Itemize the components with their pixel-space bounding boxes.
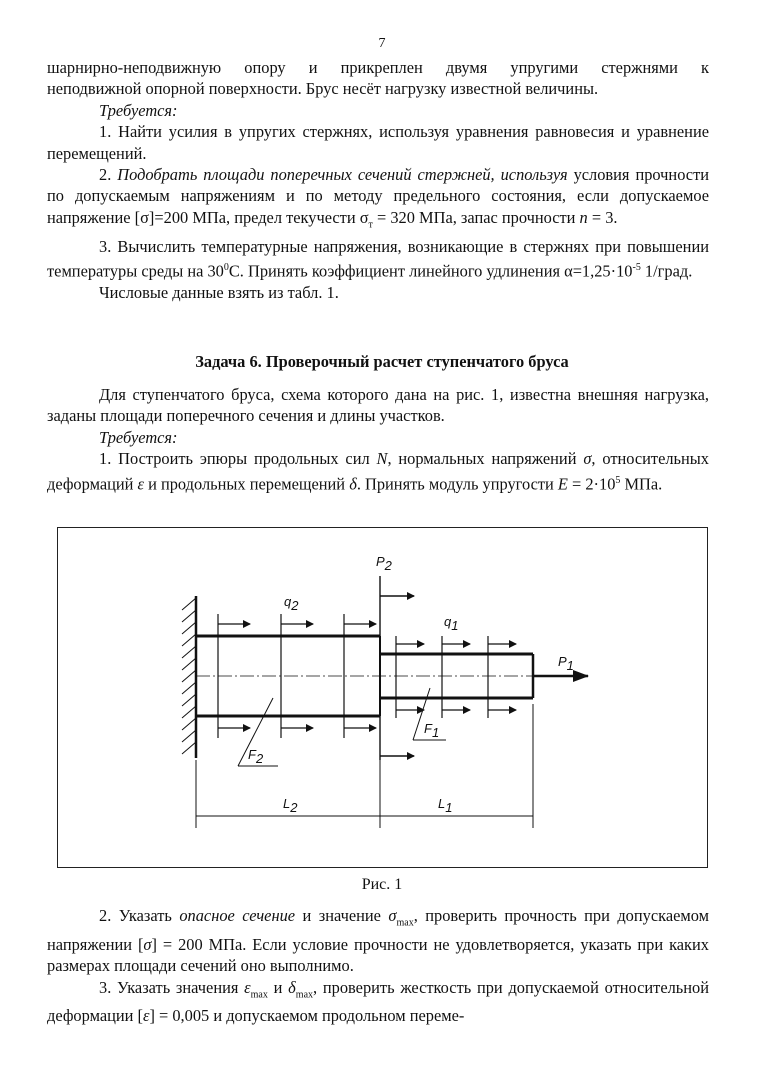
- after-block: [47, 905, 709, 1027]
- intro-item-1: 1. Найти усилия в упругих стержнях, используя уравнения равновесия и уравнение перемещений.: [47, 122, 709, 163]
- intro-block: [47, 57, 709, 303]
- figure-caption: Рис. 1: [361, 876, 403, 893]
- requires-label: Требуется:: [99, 100, 178, 120]
- force-p2: [380, 576, 414, 760]
- label-q2: q2: [284, 594, 299, 613]
- label-p2: P2: [376, 554, 392, 573]
- distributed-load-q1: [396, 636, 516, 718]
- label-l1: L1: [438, 796, 453, 815]
- stepped-bar-diagram: [58, 528, 709, 869]
- after-item-2: 2. Указать опасное сечение и значение $\sigma_{max}$, проверить прочность при допускаемом напряжении [σ] = 200 МПа. Если условие прочности не удовлетворяется, указать при каких размерах площади сечений оно выполнимо.: [47, 906, 709, 976]
- task6-requires-label: Требуется:: [99, 427, 178, 447]
- label-l2: L2: [283, 796, 298, 815]
- task6-item-1: 1. Построить эпюры продольных сил N, нормальных напряжений σ, относительных деформаций ε и продольных перемещений δ. Принять модуль упругости $E = 2\cdot 10^5$ МПа.: [47, 449, 709, 494]
- intro-line-2: неподвижной опорной поверхности. Брус несёт нагрузку известной величины.: [47, 79, 599, 99]
- area-leaders: [238, 688, 446, 766]
- figure-stepped-bar: [57, 527, 708, 868]
- fixed-wall: [182, 596, 196, 758]
- intro-item-3: 3. Вычислить температурные напряжения, возникающие в стержнях при повышении температуры среды на $30^0С$. Принять коэффициент линейного удлинения $\alpha=1,25\cdot 10^{-5}$ 1/град.: [47, 236, 709, 281]
- intro-line-1: шарнирно-неподвижную опору и прикреплен двумя упругими стержнями к: [47, 58, 709, 77]
- task6-paragraph: Для ступенчатого бруса, схема которого дана на рис. 1, известна внешняя нагрузка, заданы площади поперечного сечения и длины участков.: [47, 385, 709, 426]
- after-item-3: 3. Указать значения $\varepsilon_{max}$ и $\delta_{max}$, проверить жесткость при допускаемой относительной деформации [ε] = 0,005 и допускаемом продольном переме-: [47, 977, 710, 1026]
- label-f2: F2: [248, 747, 264, 766]
- label-q1: q1: [444, 614, 459, 633]
- task6-heading: Задача 6. Проверочный расчет ступенчатого бруса: [195, 352, 569, 371]
- label-p1: P1: [558, 654, 574, 673]
- numeric-data-note: Числовые данные взять из табл. 1.: [99, 282, 339, 302]
- page-number: 7: [378, 36, 386, 51]
- intro-item-2: 2. Подобрать площади поперечных сечений стержней, используя условия прочности по допускаемым напряжениям и по методу предельного состояния, если допускаемое напряжение [σ]=200 МПа, предел текучести $\sigma_т = 320$ МПа, запас прочности n = 3.: [47, 165, 710, 231]
- task6-block: [47, 384, 709, 495]
- label-f1: F1: [424, 721, 440, 740]
